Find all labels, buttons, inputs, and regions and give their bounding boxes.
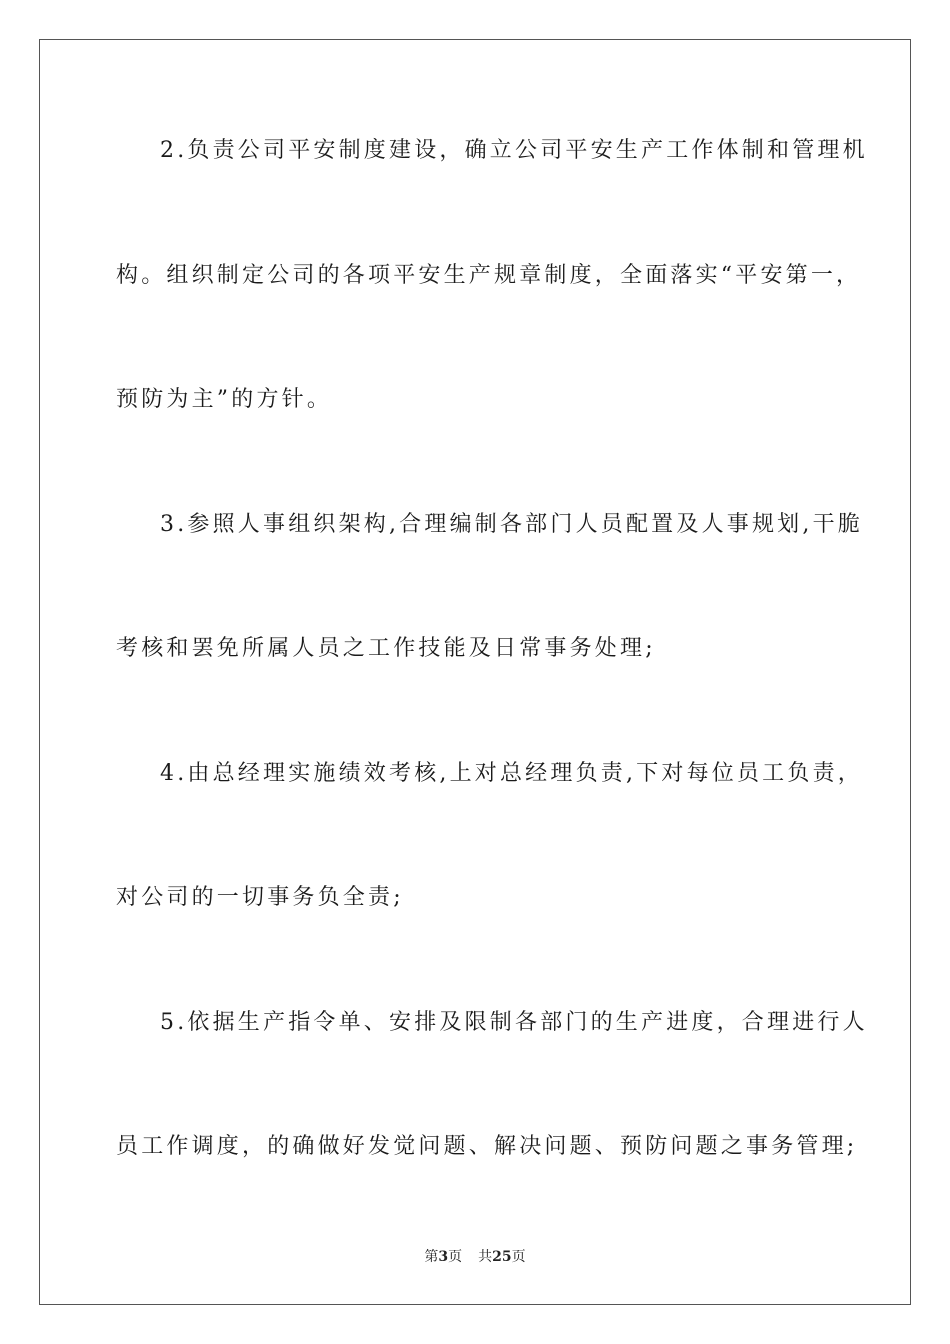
paragraph-2-line-1: 2.负责公司平安制度建设，确立公司平安生产工作体制和管理机 [160,138,868,163]
page-border [39,39,911,1305]
total-pages: 25 [492,1249,512,1265]
paragraph-5-line-2: 员工作调度，的确做好发觉问题、解决问题、预防问题之事务管理; [116,1134,858,1159]
paragraph-2-line-2: 构。组织制定公司的各项平安生产规章制度，全面落实“平安第一， [116,263,862,288]
paragraph-4-line-2: 对公司的一切事务负全责; [116,885,404,910]
paragraph-5-line-1: 5.依据生产指令单、安排及限制各部门的生产进度，合理进行人 [160,1010,868,1035]
page-suffix: 页 [448,1249,463,1265]
paragraph-3-line-2: 考核和罢免所属人员之工作技能及日常事务处理; [116,636,656,661]
page-footer [0,1247,950,1267]
page-prefix: 第 [424,1249,439,1265]
total-prefix: 共 [478,1249,493,1265]
paragraph-4-line-1: 4.由总经理实施绩效考核,上对总经理负责,下对每位员工负责， [160,761,863,786]
total-suffix: 页 [511,1249,526,1265]
page-number: 3 [438,1249,449,1265]
paragraph-2-line-3: 预防为主”的方针。 [116,387,333,412]
paragraph-3-line-1: 3.参照人事组织架构,合理编制各部门人员配置及人事规划,干脆 [160,512,863,537]
